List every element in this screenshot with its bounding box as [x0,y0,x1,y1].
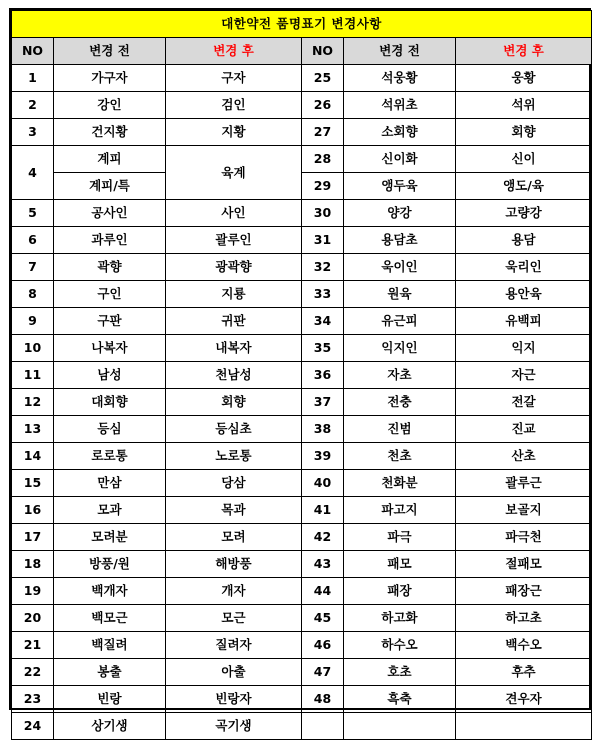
cell-no: 41 [302,497,344,524]
cell-after: 고량강 [456,200,592,227]
header-after-right: 변경 후 [456,38,592,65]
cell-after: 목과 [166,497,302,524]
cell-after: 자근 [456,362,592,389]
cell-after: 백수오 [456,632,592,659]
table-row [12,362,592,389]
cell-before: 전충 [344,389,456,416]
cell-no: 19 [12,578,54,605]
cell-after: 견우자 [456,686,592,713]
cell-after: 지황 [166,119,302,146]
cell-no-empty [302,713,344,740]
cell-before: 백질려 [54,632,166,659]
cell-no: 2 [12,92,54,119]
cell-after: 전갈 [456,389,592,416]
cell-before: 흑축 [344,686,456,713]
cell-no: 14 [12,443,54,470]
cell-before: 하수오 [344,632,456,659]
cell-no: 21 [12,632,54,659]
cell-after: 광곽향 [166,254,302,281]
table-row [12,659,592,686]
cell-after: 괄루인 [166,227,302,254]
header-before-left: 변경 전 [54,38,166,65]
cell-no: 27 [302,119,344,146]
cell-after: 패장근 [456,578,592,605]
cell-no: 6 [12,227,54,254]
cell-no: 1 [12,65,54,92]
cell-no: 25 [302,65,344,92]
table-row [12,335,592,362]
table-row [12,524,592,551]
cell-before: 진범 [344,416,456,443]
cell-before: 욱이인 [344,254,456,281]
cell-no: 17 [12,524,54,551]
cell-after: 검인 [166,92,302,119]
cell-no: 46 [302,632,344,659]
cell-after: 보골지 [456,497,592,524]
page-title: 대한약전 품명표기 변경사항 [12,11,592,38]
header-row [12,38,592,65]
cell-before: 천화분 [344,470,456,497]
cell-before: 나복자 [54,335,166,362]
cell-after: 내복자 [166,335,302,362]
cell-before: 구판 [54,308,166,335]
cell-no: 33 [302,281,344,308]
cell-before: 방풍/원 [54,551,166,578]
cell-after: 욱리인 [456,254,592,281]
cell-after: 용안육 [456,281,592,308]
table-row [12,686,592,713]
table-row-merged [12,146,592,173]
table-row [12,470,592,497]
table-row [12,389,592,416]
cell-no: 48 [302,686,344,713]
table-row [12,713,592,740]
cell-after: 지룡 [166,281,302,308]
cell-before: 로로통 [54,443,166,470]
cell-after: 괄루근 [456,470,592,497]
cell-after-empty [456,713,592,740]
cell-before: 패장 [344,578,456,605]
cell-before: 곽향 [54,254,166,281]
cell-after: 용담 [456,227,592,254]
cell-after: 천남성 [166,362,302,389]
cell-after: 당삼 [166,470,302,497]
cell-before: 남성 [54,362,166,389]
cell-after: 해방풍 [166,551,302,578]
table-row [12,308,592,335]
table-row [12,65,592,92]
cell-after: 노로통 [166,443,302,470]
cell-after: 회향 [166,389,302,416]
table-row [12,281,592,308]
cell-after: 모근 [166,605,302,632]
cell-no: 29 [302,173,344,200]
cell-before-b: 계피/특 [89,178,130,194]
cell-before: 봉출 [54,659,166,686]
cell-no: 30 [302,200,344,227]
cell-no: 4 [12,146,54,200]
cell-no: 5 [12,200,54,227]
cell-before-empty [344,713,456,740]
table-row [12,92,592,119]
cell-no: 11 [12,362,54,389]
cell-before: 만삼 [54,470,166,497]
cell-before-split [54,146,166,200]
header-after-left: 변경 후 [166,38,302,65]
cell-no: 15 [12,470,54,497]
cell-after: 질려자 [166,632,302,659]
cell-after: 등심초 [166,416,302,443]
cell-after: 곡기생 [166,713,302,740]
cell-before: 백개자 [54,578,166,605]
cell-after: 모려 [166,524,302,551]
cell-no: 35 [302,335,344,362]
cell-no: 20 [12,605,54,632]
cell-after: 석위 [456,92,592,119]
cell-after: 익지 [456,335,592,362]
cell-before: 앵두육 [344,173,456,200]
cell-no: 3 [12,119,54,146]
cell-after: 진교 [456,416,592,443]
table-row [12,254,592,281]
cell-before-a: 계피 [54,146,165,173]
cell-before: 신이화 [344,146,456,173]
cell-no: 13 [12,416,54,443]
table-frame [9,8,591,734]
cell-before: 소회향 [344,119,456,146]
cell-before: 유근피 [344,308,456,335]
cell-no: 7 [12,254,54,281]
cell-after: 절패모 [456,551,592,578]
cell-before: 공사인 [54,200,166,227]
cell-no: 31 [302,227,344,254]
cell-before: 익지인 [344,335,456,362]
cell-no: 23 [12,686,54,713]
cell-before: 가구자 [54,65,166,92]
table-row [12,200,592,227]
cell-before: 자초 [344,362,456,389]
table-row [12,551,592,578]
cell-after: 빈랑자 [166,686,302,713]
table-row [12,578,592,605]
table-row [12,416,592,443]
cell-after: 사인 [166,200,302,227]
cell-no: 42 [302,524,344,551]
cell-before: 석웅황 [344,65,456,92]
cell-before: 건지황 [54,119,166,146]
cell-after: 육계 [166,146,302,200]
cell-after: 웅황 [456,65,592,92]
cell-before: 모과 [54,497,166,524]
cell-no: 10 [12,335,54,362]
cell-before: 석위초 [344,92,456,119]
header-before-right: 변경 전 [344,38,456,65]
table-row [12,632,592,659]
cell-no: 26 [302,92,344,119]
cell-after: 아출 [166,659,302,686]
cell-before: 강인 [54,92,166,119]
table-row [12,443,592,470]
cell-no: 12 [12,389,54,416]
cell-no: 16 [12,497,54,524]
cell-after: 하고초 [456,605,592,632]
cell-before: 파고지 [344,497,456,524]
cell-no: 43 [302,551,344,578]
cell-before: 대회향 [54,389,166,416]
cell-before: 패모 [344,551,456,578]
header-no-right: NO [302,38,344,65]
cell-before: 빈랑 [54,686,166,713]
header-no-left: NO [12,38,54,65]
cell-after: 산초 [456,443,592,470]
cell-no: 45 [302,605,344,632]
cell-after: 개자 [166,578,302,605]
cell-before: 원육 [344,281,456,308]
cell-no: 24 [12,713,54,740]
table-row [12,497,592,524]
cell-no: 37 [302,389,344,416]
title-row [12,11,592,38]
cell-after: 앵도/육 [456,173,592,200]
cell-no: 34 [302,308,344,335]
cell-before: 천초 [344,443,456,470]
cell-before: 구인 [54,281,166,308]
cell-no: 8 [12,281,54,308]
cell-before: 백모근 [54,605,166,632]
cell-after: 구자 [166,65,302,92]
cell-after: 회향 [456,119,592,146]
cell-before: 모려분 [54,524,166,551]
cell-before: 용담초 [344,227,456,254]
cell-no: 36 [302,362,344,389]
cell-no: 9 [12,308,54,335]
cell-no: 22 [12,659,54,686]
cell-no: 39 [302,443,344,470]
cell-no: 47 [302,659,344,686]
cell-before: 하고화 [344,605,456,632]
table-row [12,227,592,254]
cell-no: 44 [302,578,344,605]
cell-after: 파극천 [456,524,592,551]
variation-table [11,10,592,740]
cell-no: 40 [302,470,344,497]
cell-after: 후추 [456,659,592,686]
cell-no: 32 [302,254,344,281]
cell-before: 등심 [54,416,166,443]
cell-before: 상기생 [54,713,166,740]
cell-after: 유백피 [456,308,592,335]
cell-no: 18 [12,551,54,578]
table-row [12,119,592,146]
cell-no: 28 [302,146,344,173]
cell-before: 파극 [344,524,456,551]
cell-after: 신이 [456,146,592,173]
table-row [12,605,592,632]
cell-after: 귀판 [166,308,302,335]
cell-before: 호초 [344,659,456,686]
cell-no: 38 [302,416,344,443]
cell-before: 양강 [344,200,456,227]
cell-before: 과루인 [54,227,166,254]
